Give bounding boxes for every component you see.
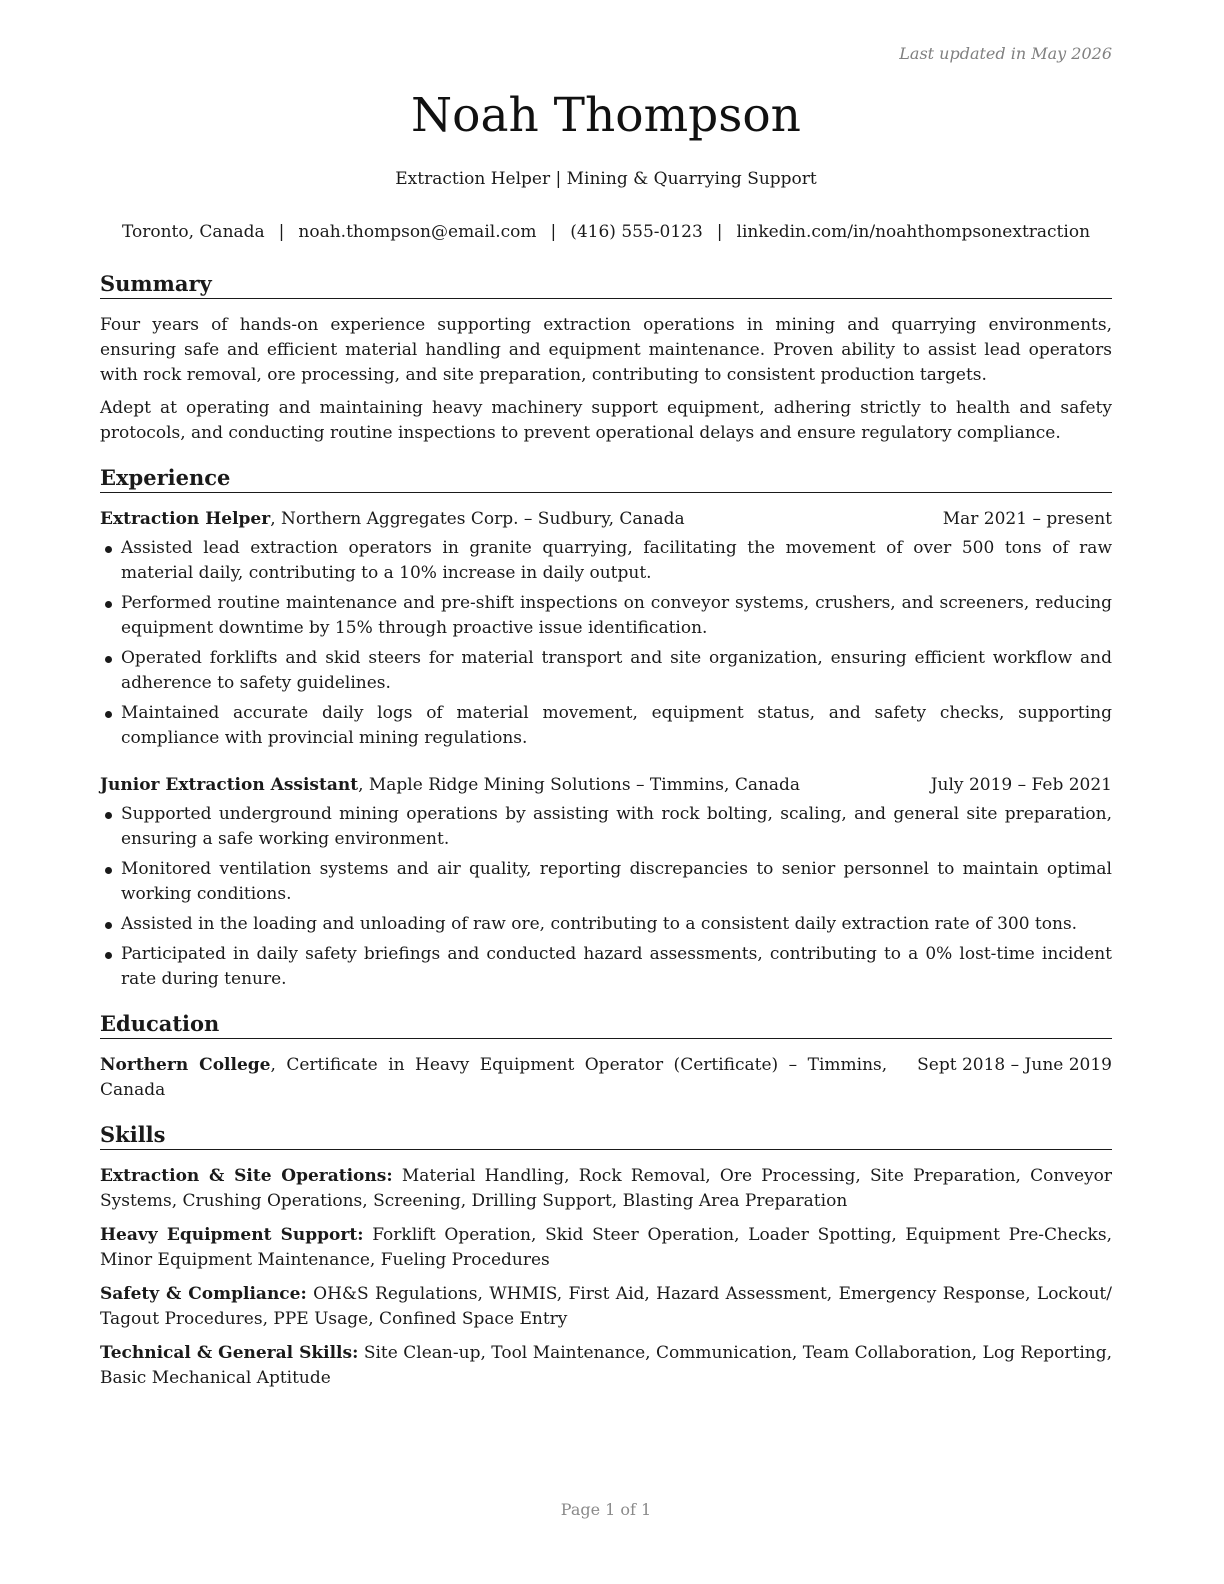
section-heading: Summary (100, 270, 1112, 299)
summary-paragraph: Adept at operating and maintaining heavy machinery support equipment, adhering strictly to health and safety protocols, and conducting routine inspections to prevent operational delays and ensure regulatory compliance. (100, 398, 1112, 443)
job-entry (100, 507, 1112, 751)
section-heading: Skills (100, 1121, 1112, 1150)
experience-section (100, 464, 1112, 992)
job-company: , Northern Aggregates Corp. – Sudbury, Canada (270, 509, 685, 529)
job-header (100, 773, 1112, 798)
resume-page (100, 0, 1112, 1584)
resume-content (100, 270, 1112, 1409)
education-title-line (100, 1053, 917, 1103)
skill-group-label: Extraction & Site Operations: (100, 1166, 393, 1186)
education-details: , Certificate in Heavy Equipment Operator (Certificate) – Timmins, Canada (100, 1055, 888, 1100)
candidate-headline: Extraction Helper | Mining & Quarrying Support (395, 169, 817, 189)
contact-line (92, 219, 1120, 245)
contact-phone: (416) 555-0123 (570, 222, 703, 242)
job-bullets (100, 802, 1112, 992)
job-title-line (100, 773, 931, 798)
skill-group-label: Technical & General Skills: (100, 1343, 359, 1363)
summary-paragraph: Four years of hands-on experience supporting extraction operations in mining and quarrying environments, ensuring safe and efficient material handling and equipment maintenance. Proven ability to assist lead operators with rock removal, ore processing, and site preparation, contributing to consistent production targets. (100, 315, 1112, 385)
list-item: Assisted lead extraction operators in granite quarrying, facilitating the movement of over 500 tons of raw material daily, contributing to a 10% increase in daily output. (121, 536, 1112, 586)
education-entry (100, 1053, 1112, 1103)
contact-separator: | (550, 222, 557, 242)
job-entry (100, 773, 1112, 992)
job-dates: July 2019 – Feb 2021 (930, 775, 1112, 795)
candidate-name: Noah Thompson (411, 88, 801, 143)
job-bullets (100, 536, 1112, 751)
skill-group-items: Material Handling, Rock Removal, Ore Processing, Site Preparation, Conveyor Systems, Crushing Operations, Screening, Drilling Support, Blasting Area Preparation (100, 1166, 1112, 1211)
list-item: Performed routine maintenance and pre-shift inspections on conveyor systems, crushers, and screeners, reducing equipment downtime by 15% through proactive issue identification. (121, 591, 1112, 641)
skill-group (100, 1282, 1112, 1332)
job-role: Junior Extraction Assistant (100, 775, 359, 795)
contact-separator: | (278, 222, 285, 242)
list-item: Monitored ventilation systems and air quality, reporting discrepancies to senior personnel to maintain optimal working conditions. (121, 857, 1112, 907)
skills-section (100, 1121, 1112, 1391)
education-school: Northern College (100, 1055, 271, 1075)
job-title-line (100, 507, 943, 532)
skill-group (100, 1341, 1112, 1391)
skill-group-items: Site Clean-up, Tool Maintenance, Communication, Team Collaboration, Log Reporting, Basic Mechanical Aptitude (100, 1343, 1113, 1388)
skill-group-label: Safety & Compliance: (100, 1284, 307, 1304)
last-updated-note: Last updated in May 2026 (899, 44, 1112, 63)
skill-group-label: Heavy Equipment Support: (100, 1225, 364, 1245)
section-heading: Education (100, 1010, 1112, 1039)
list-item: Maintained accurate daily logs of material movement, equipment status, and safety checks, supporting compliance with provincial mining regulations. (121, 701, 1112, 751)
skill-group (100, 1164, 1112, 1214)
education-section (100, 1010, 1112, 1103)
job-dates: Mar 2021 – present (942, 509, 1112, 529)
list-item: Participated in daily safety briefings and conducted hazard assessments, contributing to a 0% lost-time incident rate during tenure. (121, 942, 1112, 992)
list-item: Operated forklifts and skid steers for material transport and site organization, ensuring efficient workflow and adherence to safety guidelines. (121, 646, 1112, 696)
contact-separator: | (716, 222, 723, 242)
skill-group-items: Forklift Operation, Skid Steer Operation, Loader Spotting, Equipment Pre-Checks, Minor Equipment Maintenance, Fueling Procedures (100, 1225, 1112, 1270)
summary-section (100, 270, 1112, 446)
skill-group (100, 1223, 1112, 1273)
contact-linkedin[interactable]: linkedin.com/in/noahthompsonextraction (736, 222, 1091, 242)
contact-email[interactable]: noah.thompson@email.com (298, 222, 537, 242)
job-role: Extraction Helper (100, 509, 271, 529)
skill-group-items: OH&S Regulations, WHMIS, First Aid, Hazard Assessment, Emergency Response, Lockout/ Tagout Procedures, PPE Usage, Confined Space Entry (100, 1284, 1112, 1329)
section-heading: Experience (100, 464, 1112, 493)
job-company: , Maple Ridge Mining Solutions – Timmins, Canada (358, 775, 801, 795)
contact-location: Toronto, Canada (121, 222, 265, 242)
page-number: Page 1 of 1 (560, 1500, 652, 1519)
job-header (100, 507, 1112, 532)
list-item: Assisted in the loading and unloading of raw ore, contributing to a consistent daily extraction rate of 300 tons. (121, 912, 1112, 937)
list-item: Supported underground mining operations by assisting with rock bolting, scaling, and general site preparation, ensuring a safe working environment. (121, 802, 1112, 852)
education-dates: Sept 2018 – June 2019 (917, 1055, 1112, 1075)
